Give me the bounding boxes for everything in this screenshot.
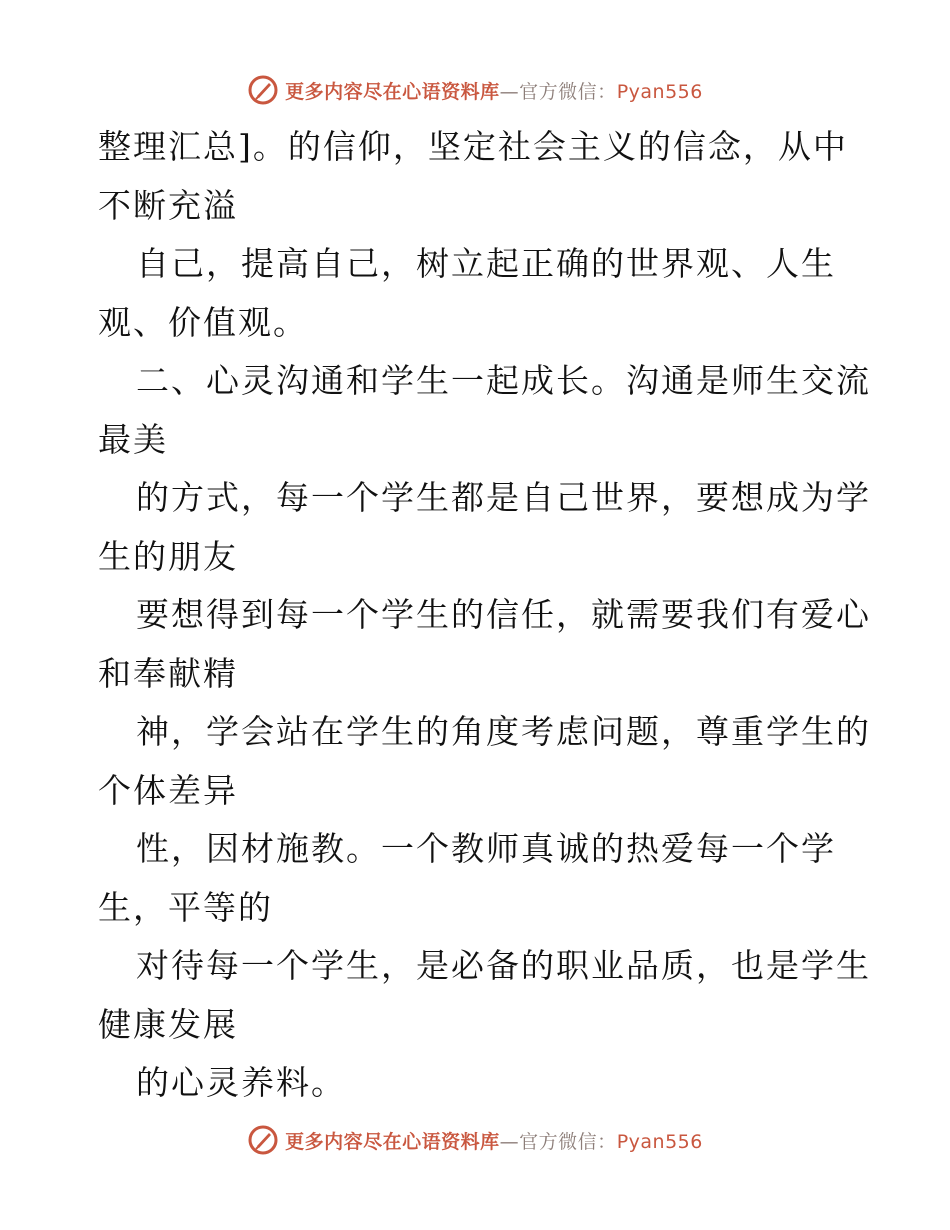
text-line: 的方式，每一个学生都是自己世界，要想成为学 [136, 478, 871, 517]
document-body [98, 118, 871, 1113]
text-line: 不断充溢 [98, 185, 238, 225]
watermark-id: Pyan556 [616, 80, 703, 103]
text-line: 生的朋友 [98, 536, 238, 576]
text-line: 整理汇总]。的信仰，坚定社会主义的信念，从中 [98, 127, 848, 166]
text-line: 二、心灵沟通和学生一起成长。沟通是师生交流 [136, 361, 871, 400]
text-line: 最美 [98, 419, 168, 459]
quill-logo-icon [247, 1124, 279, 1156]
text-line: 个体差异 [98, 770, 238, 810]
text-line: 性，因材施教。一个教师真诚的热爱每一个学 [136, 829, 836, 868]
text-line: 要想得到每一个学生的信任，就需要我们有爱心 [136, 595, 871, 634]
text-line: 健康发展 [98, 1004, 238, 1044]
text-line: 的心灵养料。 [136, 1063, 346, 1102]
text-line: 自己，提高自己，树立起正确的世界观、人生 [136, 244, 836, 283]
watermark-brand: 更多内容尽在心语资料库 [285, 1130, 500, 1153]
header-watermark [0, 70, 950, 110]
quill-logo-icon [247, 74, 279, 106]
text-line: 和奉献精 [98, 653, 238, 693]
footer-watermark [0, 1120, 950, 1160]
text-line: 生，平等的 [98, 887, 273, 927]
text-line: 观、价值观。 [98, 302, 308, 342]
watermark-text [285, 77, 703, 104]
text-line: 对待每一个学生，是必备的职业品质，也是学生 [136, 946, 871, 985]
watermark-label: 官方微信： [519, 1130, 617, 1153]
text-line: 神，学会站在学生的角度考虑问题，尊重学生的 [136, 712, 871, 751]
watermark-id: Pyan556 [616, 1130, 703, 1153]
watermark-text [285, 1127, 703, 1154]
watermark-dash: — [499, 1130, 520, 1153]
watermark-brand: 更多内容尽在心语资料库 [285, 80, 500, 103]
watermark-dash: — [499, 80, 520, 103]
watermark-label: 官方微信： [519, 80, 617, 103]
